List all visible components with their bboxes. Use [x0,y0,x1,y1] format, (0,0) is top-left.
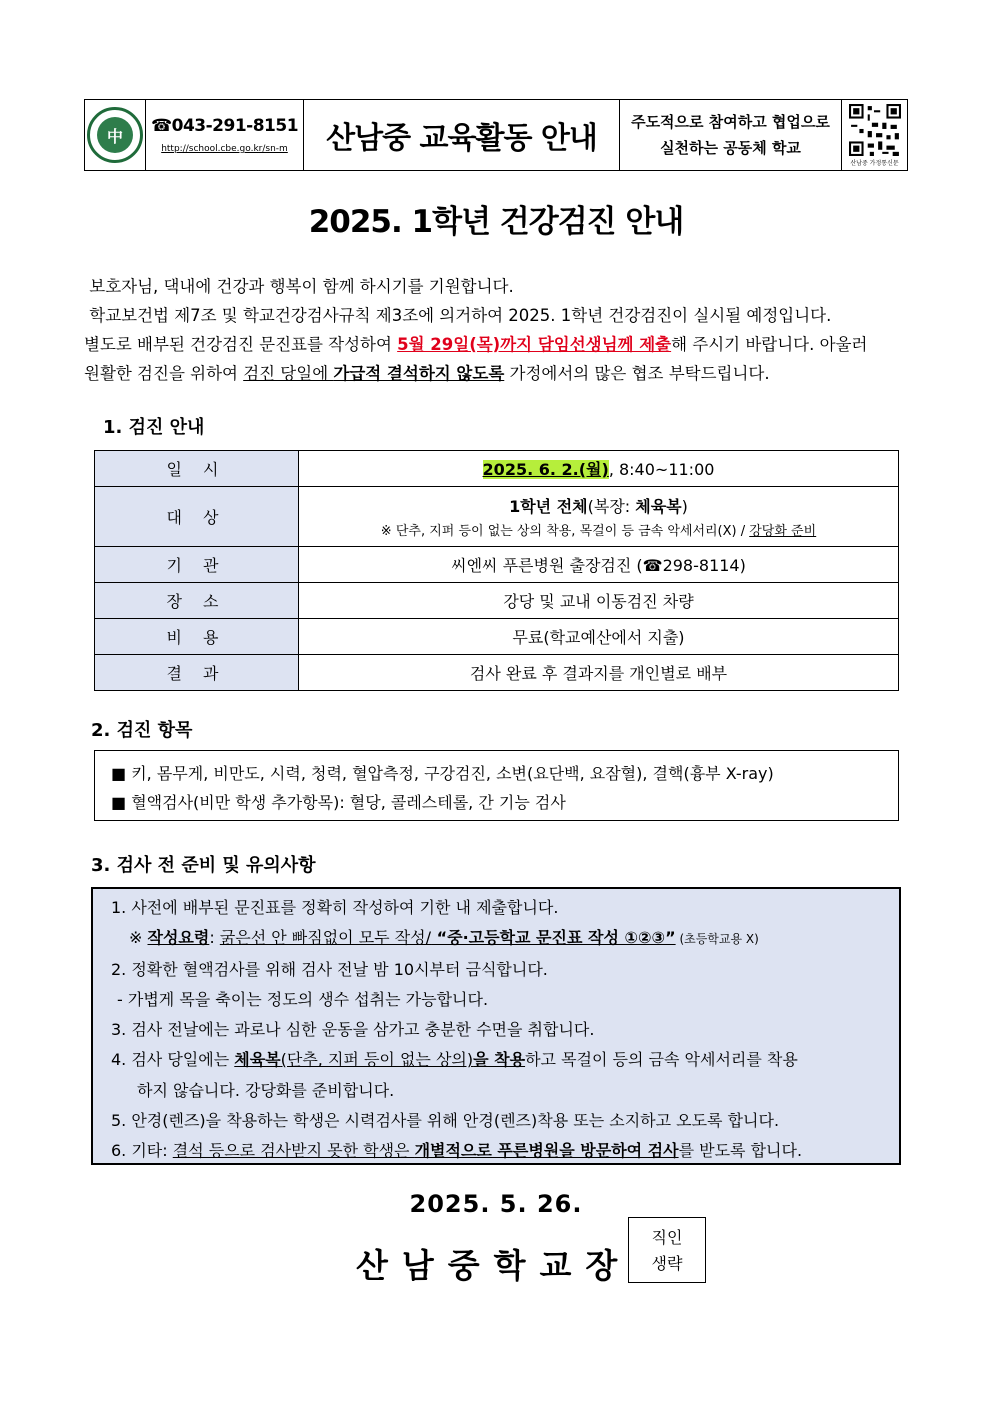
note-6-b: 를 받도록 합니다. [678,1141,803,1161]
note-1-guide [111,923,899,954]
school-logo [84,99,146,171]
section-3-title: 3. 검사 전 준비 및 유의사항 [91,855,316,876]
guide-form-name: “중·고등학교 문진표 작성 ①②③” [431,928,676,948]
row-label-institution: 기 관 [95,547,299,583]
target-paren: ) [681,497,688,516]
row-value-date [299,451,899,487]
checkup-time: , 8:40~11:00 [608,460,715,479]
section-2-title: 2. 검진 항목 [91,720,193,741]
checkup-date: 2025. 6. 2.(월) [482,460,609,479]
note-6-underline: 결석 등으로 검사받지 못한 학생은 [172,1141,415,1161]
target-dress: 체육복 [635,497,682,516]
row-label-target: 대 상 [95,487,299,547]
preparation-notes-box [91,887,901,1165]
school-slogan [620,99,842,171]
list-item: ■ 혈액검사(비만 학생 추가항목): 혈당, 콜레스테롤, 간 기능 검사 [111,793,566,812]
school-url-link[interactable]: http://school.cbe.go.kr/sn-m [161,144,288,154]
note-6-a: 6. 기타: [111,1141,173,1161]
principal-name: 산남중학교장 [356,1246,632,1285]
official-seal-box [628,1217,706,1283]
guide-label: 작성요령 [147,928,210,948]
row-value-cost: 무료(학교예산에서 지출) [299,619,899,655]
row-value-target [299,487,899,547]
table-row [95,619,899,655]
table-row [95,655,899,691]
row-value-result: 검사 완료 후 결과지를 개인별로 배부 [299,655,899,691]
slogan-line-2: 실천하는 공동체 학교 [660,139,801,157]
row-label-date: 일 시 [95,451,299,487]
intro-line-4-underline: 검진 당일에 [243,364,334,383]
header-title: 산남중 교육활동 안내 [304,99,620,171]
note-mark: ※ [129,928,148,948]
seal-line-1: 직인 [651,1228,683,1247]
guide-text: 굵은선 안 빠짐없이 모두 작성/ [219,928,432,948]
checkup-info-table [94,450,899,691]
row-value-institution: 씨엔씨 푸른병원 출장검진 (☎298-8114) [299,547,899,583]
qr-code-box[interactable] [842,99,908,171]
note-2-sub: - 가볍게 목을 축이는 정도의 생수 섭취는 가능합니다. [117,989,489,1009]
note-4-a: 4. 검사 당일에는 [111,1050,235,1070]
note-4 [111,1045,899,1075]
row-label-place: 장 소 [95,583,299,619]
table-row [95,451,899,487]
row-label-cost: 비 용 [95,619,299,655]
note-6 [111,1136,899,1166]
note-4-detail: (단추, 지퍼 등이 없는 상의) [280,1050,474,1070]
intro-line-3a: 별도로 배부된 건강검진 문진표를 작성하여 [84,335,398,354]
intro-line-2: 학교보건법 제7조 및 학교건강검사규칙 제3조에 의거하여 2025. 1학년 건강검진이 실시될 예정입니다. [89,306,832,325]
row-value-place: 강당 및 교내 이동검진 차량 [299,583,899,619]
note-4-cont: 하지 않습니다. 강당화를 준비합니다. [137,1080,395,1100]
attendance-request: 가급적 결석하지 않도록 [333,364,505,383]
qr-code-icon [849,104,901,156]
target-grade: 1학년 전체 [509,497,588,516]
guide-colon: : [209,928,220,948]
intro-line-4b: 가정에서의 많은 협조 부탁드립니다. [504,364,770,383]
note-3: 3. 검사 전날에는 과로나 심한 운동을 삼가고 충분한 수면을 취합니다. [111,1020,595,1040]
target-dress-label: (복장: [587,497,636,516]
document-title: 2025. 1학년 건강검진 안내 [308,204,684,240]
issue-date: 2025. 5. 26. [409,1190,583,1218]
target-note [299,520,898,539]
note-1: 1. 사전에 배부된 문진표를 정확히 작성하여 기한 내 제출합니다. [111,898,559,917]
row-label-result: 결 과 [95,655,299,691]
note-5: 5. 안경(렌즈)을 착용하는 학생은 시력검사를 위해 안경(렌즈)착용 또는 소지하고 오도록 합니다. [111,1111,780,1131]
note-4-dress: 체육복 [234,1050,281,1070]
table-row [95,547,899,583]
contact-info [146,99,304,171]
intro-line-4a: 원활한 검진을 위하여 [84,364,244,383]
letterhead [84,99,908,171]
checkup-items-box [94,750,899,821]
slogan-line-1: 주도적으로 참여하고 협업으로 [631,113,830,131]
qr-caption: 산남중 가정통신문 [850,159,899,167]
note-2: 2. 정확한 혈액검사를 위해 검사 전날 밤 10시부터 금식합니다. [111,959,548,979]
intro-paragraph [84,272,924,388]
section-1-title: 1. 검진 안내 [103,417,205,438]
table-row [95,583,899,619]
school-emblem-icon [87,107,143,163]
submission-deadline: 5월 29일(목)까지 담임선생님께 제출 [397,335,672,354]
seal-line-2: 생략 [651,1254,683,1273]
logo-text: 中 [97,117,133,153]
note-4-b: 하고 목걸이 등의 금속 악세서리를 착용 [525,1050,798,1070]
note-4-wear: 을 착용 [473,1050,526,1070]
table-row [95,487,899,547]
school-phone: ☎043-291-8151 [150,116,299,136]
target-note-shoes: 강당화 준비 [749,524,817,539]
intro-line-3b: 해 주시기 바랍니다. 아울러 [671,335,868,354]
guide-exclusion: (초등학교용 X) [675,932,759,947]
intro-line-1: 보호자님, 댁내에 건강과 행복이 함께 하시기를 기원합니다. [89,277,514,296]
list-item: ■ 키, 몸무게, 비만도, 시력, 청력, 혈압측정, 구강검진, 소변(요단백, 요잠혈), 결핵(흉부 X-ray) [111,764,774,783]
target-note-text: ※ 단추, 지퍼 등이 없는 상의 착용, 목걸이 등 금속 악세서리(X) / [380,524,750,539]
note-6-visit: 개별적으로 푸른병원을 방문하여 검사 [414,1141,679,1161]
